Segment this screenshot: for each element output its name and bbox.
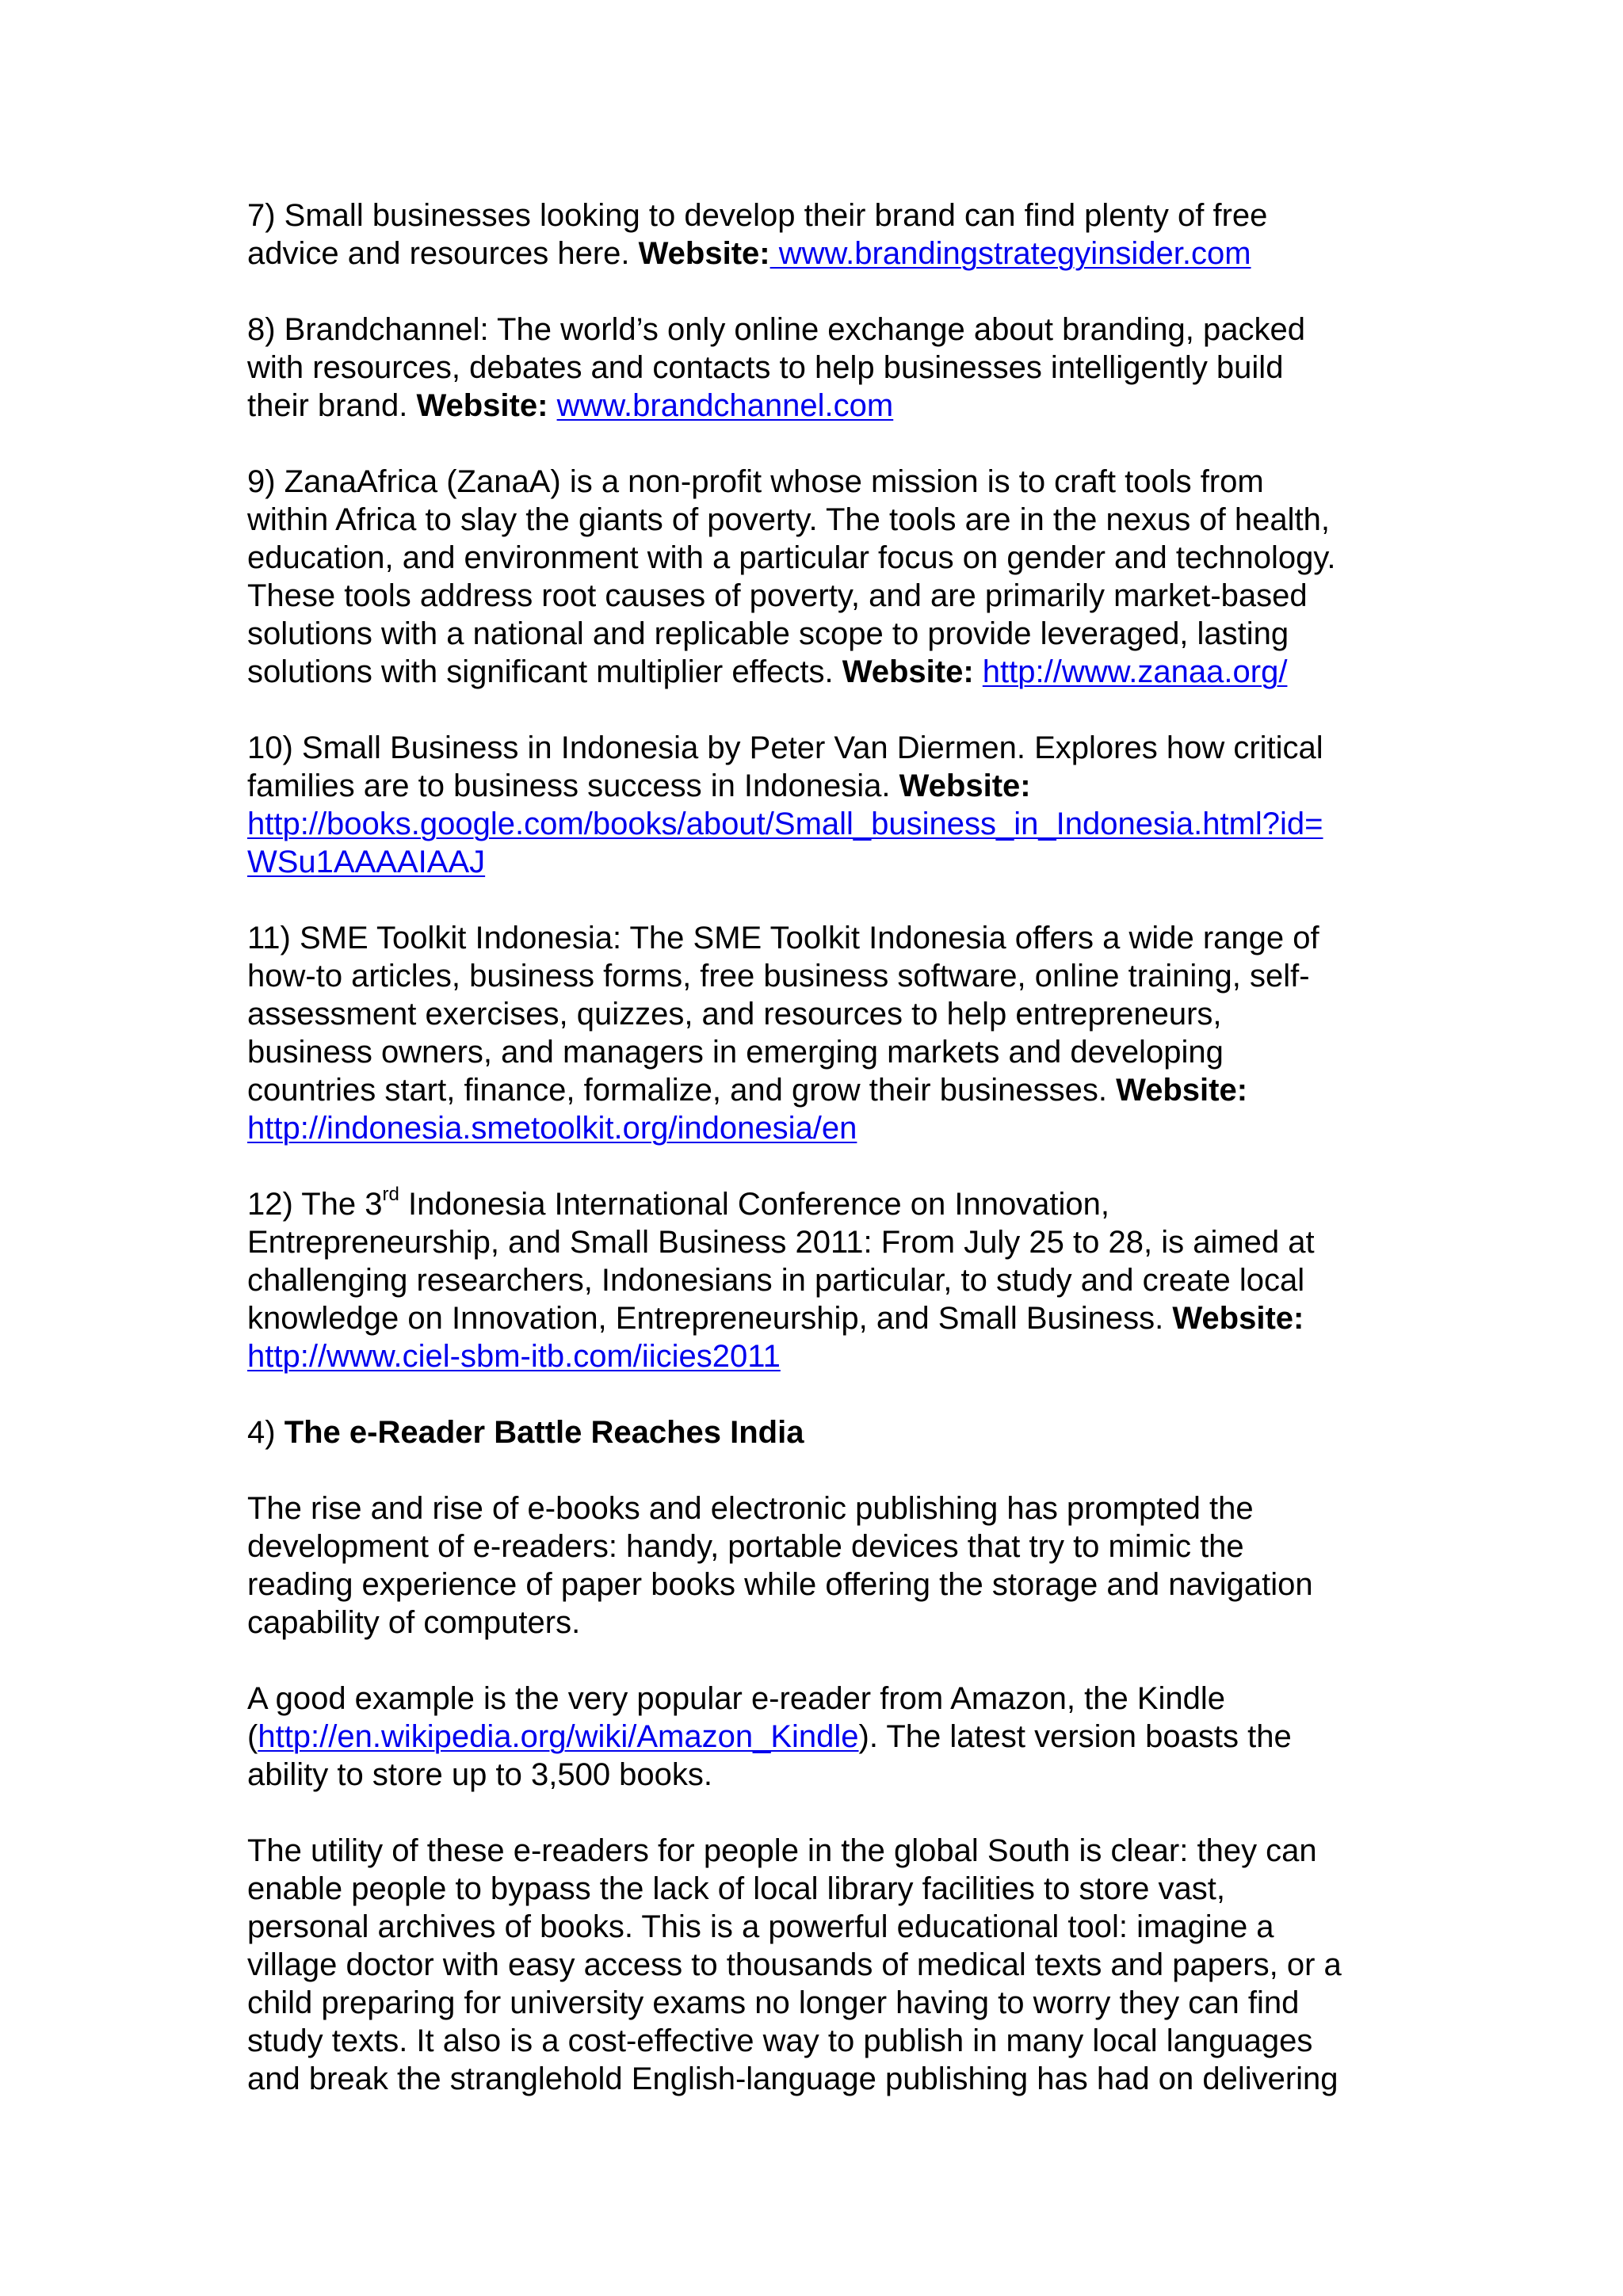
text: 11) SME Toolkit Indonesia: The SME Toolkit Indonesia offers a wide range of bbox=[247, 921, 1319, 955]
text-line bbox=[247, 919, 1404, 957]
text: ( bbox=[247, 1719, 258, 1754]
text-line bbox=[247, 196, 1404, 235]
text: how-to articles, business forms, free business software, online training, self- bbox=[247, 959, 1310, 994]
text-line bbox=[247, 1946, 1404, 1984]
text-line bbox=[247, 387, 1404, 425]
text-line bbox=[247, 1680, 1404, 1718]
heading-number: 4) bbox=[247, 1415, 285, 1450]
paragraph-utility bbox=[247, 1832, 1404, 2098]
text: ability to store up to 3,500 books. bbox=[247, 1757, 713, 1792]
text: challenging researchers, Indonesians in particular, to study and create local bbox=[247, 1263, 1305, 1298]
text-line bbox=[247, 1566, 1404, 1604]
ciel-sbm-link[interactable]: http://www.ciel-sbm-itb.com/iicies2011 bbox=[247, 1339, 781, 1374]
text-line bbox=[247, 349, 1404, 387]
text: knowledge on Innovation, Entrepreneurship, and Small Business. bbox=[247, 1301, 1173, 1336]
google-books-link-continued[interactable]: WSu1AAAAIAAJ bbox=[247, 845, 486, 879]
text: solutions with a national and replicable scope to provide leveraged, lasting bbox=[247, 616, 1289, 651]
text-line bbox=[247, 1109, 1404, 1147]
text-line bbox=[247, 1261, 1404, 1299]
website-label: Website: bbox=[638, 236, 770, 271]
zanaa-link[interactable]: http://www.zanaa.org/ bbox=[982, 654, 1288, 689]
heading-title: The e-Reader Battle Reaches India bbox=[284, 1415, 804, 1450]
text: education, and environment with a particular focus on gender and technology. bbox=[247, 540, 1336, 575]
text: reading experience of paper books while offering the storage and navigation bbox=[247, 1567, 1313, 1602]
text: The utility of these e-readers for people in the global South is clear: they can bbox=[247, 1833, 1317, 1868]
text-line bbox=[247, 1299, 1404, 1337]
text-line bbox=[247, 805, 1404, 843]
text-line bbox=[247, 1337, 1404, 1375]
text: 9) ZanaAfrica (ZanaA) is a non-profit whose mission is to craft tools from bbox=[247, 464, 1264, 499]
text-line bbox=[247, 957, 1404, 995]
resource-item-8 bbox=[247, 311, 1404, 425]
text-line bbox=[247, 767, 1404, 805]
text: within Africa to slay the giants of poverty. The tools are in the nexus of health, bbox=[247, 502, 1330, 537]
brandchannel-link[interactable]: www.brandchannel.com bbox=[556, 388, 894, 423]
text-line bbox=[247, 1718, 1404, 1756]
text: advice and resources here. bbox=[247, 236, 639, 271]
text-line bbox=[247, 653, 1404, 691]
text-line bbox=[247, 1185, 1404, 1223]
text: child preparing for university exams no longer having to worry they can find bbox=[247, 1985, 1300, 2020]
text-line bbox=[247, 311, 1404, 349]
text: development of e-readers: handy, portable devices that try to mimic the bbox=[247, 1529, 1244, 1564]
text-line bbox=[247, 2022, 1404, 2060]
text: families are to business success in Indonesia. bbox=[247, 769, 899, 803]
text: countries start, finance, formalize, and grow their businesses. bbox=[247, 1073, 1117, 1108]
wikipedia-kindle-link[interactable]: http://en.wikipedia.org/wiki/Amazon_Kindle bbox=[258, 1719, 859, 1754]
text: 10) Small Business in Indonesia by Peter Van Diermen. Explores how critical bbox=[247, 730, 1323, 765]
ordinal-superscript: rd bbox=[382, 1183, 399, 1205]
website-label: Website: bbox=[1116, 1073, 1248, 1108]
smetoolkit-link[interactable]: http://indonesia.smetoolkit.org/indonesia/en bbox=[247, 1111, 857, 1146]
text-line bbox=[247, 615, 1404, 653]
brandingstrategyinsider-link[interactable]: www.brandingstrategyinsider.com bbox=[769, 236, 1251, 271]
resource-item-12 bbox=[247, 1185, 1404, 1375]
text: The rise and rise of e-books and electronic publishing has prompted the bbox=[247, 1491, 1254, 1526]
text: 8) Brandchannel: The world’s only online exchange about branding, packed bbox=[247, 312, 1305, 347]
text: personal archives of books. This is a powerful educational tool: imagine a bbox=[247, 1909, 1274, 1944]
text-line bbox=[247, 1604, 1404, 1642]
resource-item-9 bbox=[247, 463, 1404, 691]
text-line bbox=[247, 2060, 1404, 2098]
text: 7) Small businesses looking to develop their brand can find plenty of free bbox=[247, 198, 1268, 233]
text-line bbox=[247, 235, 1404, 273]
text-line bbox=[247, 1489, 1404, 1527]
text: capability of computers. bbox=[247, 1605, 581, 1640]
text-line bbox=[247, 501, 1404, 539]
text-line bbox=[247, 1984, 1404, 2022]
text: and break the stranglehold English-language publishing has had on delivering bbox=[247, 2061, 1338, 2096]
text-line bbox=[247, 1071, 1404, 1109]
heading-line bbox=[247, 1413, 1404, 1451]
text: ). The latest version boasts the bbox=[858, 1719, 1292, 1754]
text: A good example is the very popular e-reader from Amazon, the Kindle bbox=[247, 1681, 1226, 1716]
website-label: Website: bbox=[842, 654, 974, 689]
resource-item-11 bbox=[247, 919, 1404, 1147]
resource-item-10 bbox=[247, 729, 1404, 881]
text-line bbox=[247, 1527, 1404, 1566]
text-line bbox=[247, 843, 1404, 881]
google-books-link[interactable]: http://books.google.com/books/about/Small_business_in_Indonesia.html?id= bbox=[247, 807, 1323, 841]
text: with resources, debates and contacts to help businesses intelligently build bbox=[247, 350, 1284, 385]
text-line bbox=[247, 729, 1404, 767]
text: village doctor with easy access to thousands of medical texts and papers, or a bbox=[247, 1947, 1342, 1982]
text: assessment exercises, quizzes, and resources to help entrepreneurs, bbox=[247, 997, 1222, 1032]
text: business owners, and managers in emerging markets and developing bbox=[247, 1035, 1224, 1070]
paragraph-rise-of-ebooks bbox=[247, 1489, 1404, 1642]
text-line bbox=[247, 1832, 1404, 1870]
text-line bbox=[247, 1033, 1404, 1071]
text: solutions with significant multiplier effects. bbox=[247, 654, 842, 689]
section-heading bbox=[247, 1413, 1404, 1451]
text-line bbox=[247, 995, 1404, 1033]
text: Entrepreneurship, and Small Business 2011: From July 25 to 28, is aimed at bbox=[247, 1225, 1315, 1260]
text: 12) The 3 bbox=[247, 1187, 383, 1222]
paragraph-kindle bbox=[247, 1680, 1404, 1794]
website-label: Website: bbox=[416, 388, 548, 423]
text-line bbox=[247, 1870, 1404, 1908]
text-line bbox=[247, 577, 1404, 615]
website-label: Website: bbox=[899, 769, 1031, 803]
text-line bbox=[247, 463, 1404, 501]
text: Indonesia International Conference on Innovation, bbox=[399, 1187, 1110, 1222]
text-line bbox=[247, 1908, 1404, 1946]
document-body bbox=[247, 196, 1404, 2098]
resource-item-7 bbox=[247, 196, 1404, 273]
text: enable people to bypass the lack of local library facilities to store vast, bbox=[247, 1871, 1225, 1906]
text: These tools address root causes of poverty, and are primarily market-based bbox=[247, 578, 1308, 613]
website-label: Website: bbox=[1172, 1301, 1304, 1336]
text-line bbox=[247, 1756, 1404, 1794]
text-line bbox=[247, 1223, 1404, 1261]
text: study texts. It also is a cost-effective way to publish in many local languages bbox=[247, 2023, 1313, 2058]
text: their brand. bbox=[247, 388, 417, 423]
text-line bbox=[247, 539, 1404, 577]
